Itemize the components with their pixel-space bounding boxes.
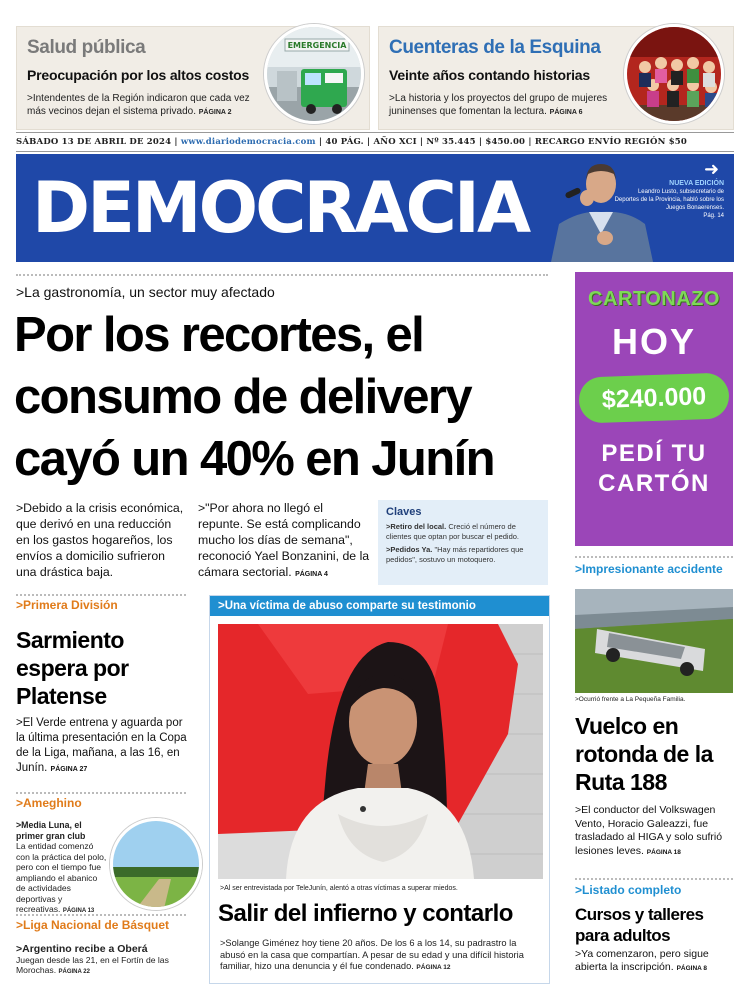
cursos-text: >Ya comenzaron, pero sigue abierta la inscripción. PÁGINA 8 bbox=[575, 948, 709, 973]
section-accidente: >Impresionante accidente bbox=[575, 562, 723, 576]
accidente-headline[interactable]: Vuelco en rotonda de la Ruta 188 bbox=[575, 713, 713, 795]
cursos-headline[interactable]: Cursos y talleres para adultos bbox=[575, 905, 704, 945]
car-crash-photo bbox=[575, 589, 733, 693]
sarmiento-text: >El Verde entrena y aguarda por la última presentación en la Copa de la Liga, mañana, a las 16, en Junín. PÁGINA 27 bbox=[16, 717, 187, 774]
polo-field-photo bbox=[110, 818, 202, 910]
main-story-quote: >"Por ahora no llegó el repunte. Se está complicando mucho los días de semana", reconoció Yael Bonzanini, de la cámara sectorial. PÁGINA 4 bbox=[198, 501, 370, 579]
teaser-section: Cuenteras de la Esquina bbox=[389, 37, 601, 58]
section-liga-basquet: >Liga Nacional de Básquet bbox=[16, 918, 170, 932]
year-number: AÑO XCI bbox=[373, 137, 417, 147]
divider bbox=[16, 792, 186, 794]
ameghino-text[interactable]: >Media Luna, el primer gran club La entidad comenzó con la práctica del polo, pero con el tiempo fue ampliando el abanico de actividades deportivas y recreativas. PÁGINA 13 bbox=[16, 820, 107, 914]
teaser-title: Veinte años contando historias bbox=[389, 67, 590, 83]
claves-title: Claves bbox=[386, 506, 422, 518]
sarmiento-headline[interactable]: Sarmiento espera por Platense bbox=[16, 627, 129, 709]
divider bbox=[16, 274, 548, 276]
teaser-section: Salud pública bbox=[27, 37, 146, 58]
teaser-text: >Intendentes de la Región indicaron que cada vez más vecinos dejan el sistema privado. PÁGINA 2 bbox=[27, 93, 250, 117]
arrow-right-icon: ➜ bbox=[704, 159, 720, 179]
main-kicker: >La gastronomía, un sector muy afectado bbox=[16, 284, 275, 300]
divider bbox=[575, 878, 733, 880]
date-bar: SÁBADO 13 DE ABRIL DE 2024 | www.diariodemocracia.com | 40 PÁG. | AÑO XCI | Nº 35.445 | $450.00 | RECARGO ENVÍO REGIÓN $50 bbox=[16, 132, 734, 152]
shipping-surcharge: RECARGO ENVÍO REGIÓN $50 bbox=[534, 137, 688, 147]
ad-cta: PEDÍ TU CARTÓN bbox=[598, 440, 710, 497]
cover-price: $450.00 bbox=[485, 137, 526, 147]
note-page: Pág. 14 bbox=[703, 213, 724, 219]
teaser-text: >La historia y los proyectos del grupo de mujeres juninenses que fomentan la lectura. PÁGINA 6 bbox=[389, 93, 608, 117]
ad-price: $240.000 bbox=[578, 372, 730, 423]
claves-item: >Retiro del local. Creció el número de clientes que optan por buscar el pedido. bbox=[386, 522, 520, 541]
center-story-label: >Una víctima de abuso comparte su testimonio bbox=[210, 596, 549, 616]
photo-caption: >Al ser entrevistada por TeleJunín, alentó a otras víctimas a superar miedos. bbox=[220, 885, 458, 892]
page-count: 40 PÁG. bbox=[325, 137, 364, 147]
claves-box bbox=[378, 500, 548, 585]
section-primera-division: >Primera División bbox=[16, 598, 118, 612]
note-text: Leandro Lusto, subsecretario de Deportes de la Provincia, habló sobre los Juegos Bonaerenses. bbox=[614, 189, 724, 211]
newspaper-logo: DEMOCRACIA bbox=[32, 167, 529, 249]
main-headline[interactable]: Por los recortes, el consumo de delivery cayó un 40% en Junín bbox=[14, 308, 494, 486]
center-story[interactable] bbox=[209, 595, 550, 984]
teaser-title: Preocupación por los altos costos bbox=[27, 67, 250, 83]
section-ameghino: >Ameghino bbox=[16, 796, 82, 810]
accidente-text: >El conductor del Volkswagen Vento, Horacio Galeazzi, fue trasladado al HIGA y solo sufrió lesiones leves. PÁGINA 18 bbox=[575, 804, 723, 857]
section-listado: >Listado completo bbox=[575, 883, 682, 897]
ad-hoy: HOY bbox=[611, 321, 696, 362]
main-story-lead: >Debido a la crisis económica, que derivó en una reducción en los gastos hogareños, los envíos a domicilio sufrieron una drástica baja. bbox=[16, 501, 184, 579]
website-link[interactable]: www.diariodemocracia.com bbox=[180, 137, 316, 147]
masthead[interactable] bbox=[16, 154, 734, 262]
center-text: >Solange Giménez hoy tiene 20 años. De los 6 a los 14, su padrastro la abusó en la casa que compartían. A pesar de su edad y una difícil historia familiar, hizo una denuncia y él fue condenado. PÁGINA 12 bbox=[220, 938, 524, 971]
cartonazo-ad[interactable] bbox=[575, 272, 733, 546]
emergency-sign: EMERGENCIA bbox=[287, 41, 347, 50]
issue-number: Nº 35.445 bbox=[426, 137, 476, 147]
divider bbox=[575, 556, 733, 558]
divider bbox=[16, 594, 186, 596]
accidente-caption: >Ocurrió frente a La Pequeña Familia. bbox=[575, 696, 686, 703]
center-headline[interactable]: Salir del infierno y contarlo bbox=[218, 900, 513, 927]
divider bbox=[16, 914, 186, 916]
ad-brand: CARTONAZO bbox=[588, 288, 720, 310]
claves-item: >Pedidos Ya. "Hay más repartidores que pedidos", sostuvo un motoquero. bbox=[386, 545, 524, 564]
edition-date: SÁBADO 13 DE ABRIL DE 2024 bbox=[16, 137, 172, 147]
basquet-text[interactable]: >Argentino recibe a Oberá Juegan desde las 21, en el Fortín de las Morochas. PÁGINA 22 bbox=[16, 943, 169, 975]
note-title: NUEVA EDICIÓN bbox=[669, 180, 724, 187]
interview-photo bbox=[218, 624, 543, 879]
masthead-note bbox=[614, 180, 724, 220]
ambulance-photo bbox=[264, 24, 364, 124]
group-photo bbox=[624, 24, 724, 124]
